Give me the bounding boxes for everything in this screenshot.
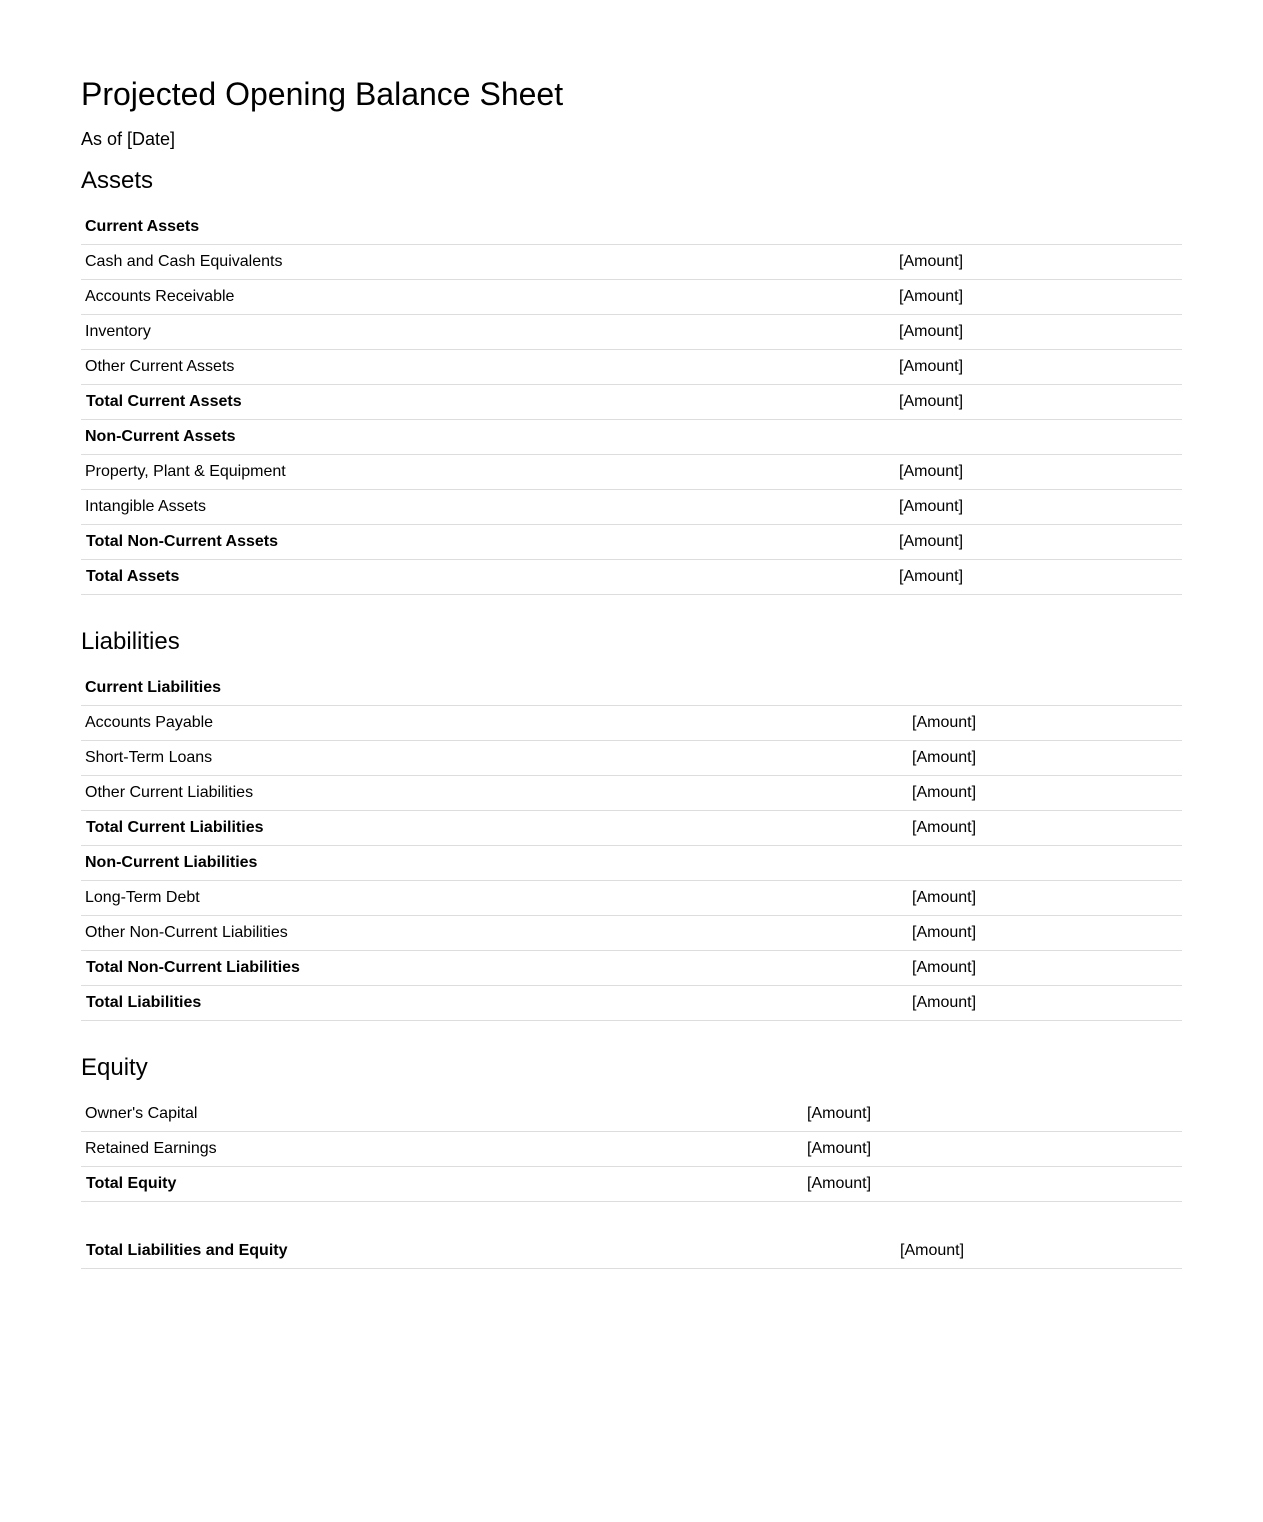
line-item-label: Short-Term Loans — [81, 741, 912, 776]
line-item-label: Cash and Cash Equivalents — [81, 245, 899, 280]
total-label: Total Non-Current Liabilities — [81, 951, 912, 986]
table-row — [81, 315, 1182, 350]
line-item-amount: [Amount] — [912, 741, 1182, 776]
total-label: Total Liabilities — [81, 986, 912, 1021]
line-item-label: Other Current Liabilities — [81, 776, 912, 811]
total-liabilities-row — [81, 986, 1182, 1021]
line-item-amount: [Amount] — [899, 455, 1182, 490]
table-row — [81, 280, 1182, 315]
total-amount: [Amount] — [912, 986, 1182, 1021]
line-item-label: Accounts Receivable — [81, 280, 899, 315]
line-item-label: Retained Earnings — [81, 1132, 807, 1167]
table-row — [81, 1132, 1182, 1167]
line-item-amount: [Amount] — [899, 280, 1182, 315]
line-item-label: Intangible Assets — [81, 490, 899, 525]
assets-heading: Assets — [81, 167, 154, 194]
line-item-label: Property, Plant & Equipment — [81, 455, 899, 490]
table-row — [81, 881, 1182, 916]
table-row — [81, 350, 1182, 385]
line-item-amount: [Amount] — [899, 245, 1182, 280]
liabilities-table — [81, 671, 1182, 1021]
total-amount: [Amount] — [899, 385, 1182, 420]
line-item-label: Other Non-Current Liabilities — [81, 916, 912, 951]
liabilities-heading: Liabilities — [81, 628, 180, 655]
total-amount: [Amount] — [912, 951, 1182, 986]
total-assets-row — [81, 560, 1182, 595]
line-item-label: Owner's Capital — [81, 1097, 807, 1132]
total-current-liabilities-row — [81, 811, 1182, 846]
line-item-amount: [Amount] — [912, 916, 1182, 951]
line-item-amount: [Amount] — [912, 881, 1182, 916]
total-liabilities-and-equity-row — [81, 1234, 1182, 1269]
current-assets-header-row — [81, 210, 1182, 245]
total-noncurrent-liabilities-row — [81, 951, 1182, 986]
current-liabilities-header-row — [81, 671, 1182, 706]
noncurrent-assets-header: Non-Current Assets — [81, 420, 1182, 455]
total-current-assets-row — [81, 385, 1182, 420]
line-item-label: Long-Term Debt — [81, 881, 912, 916]
table-row — [81, 1097, 1182, 1132]
total-label: Total Current Assets — [81, 385, 899, 420]
table-row — [81, 776, 1182, 811]
line-item-amount: [Amount] — [807, 1097, 1182, 1132]
total-amount: [Amount] — [912, 811, 1182, 846]
total-amount: [Amount] — [900, 1234, 1182, 1269]
page-title: Projected Opening Balance Sheet — [81, 76, 564, 112]
line-item-label: Inventory — [81, 315, 899, 350]
line-item-amount: [Amount] — [807, 1132, 1182, 1167]
equity-table — [81, 1097, 1182, 1202]
total-amount: [Amount] — [899, 560, 1182, 595]
noncurrent-assets-header-row — [81, 420, 1182, 455]
table-row — [81, 741, 1182, 776]
noncurrent-liabilities-header: Non-Current Liabilities — [81, 846, 1182, 881]
table-row — [81, 455, 1182, 490]
total-label: Total Non-Current Assets — [81, 525, 899, 560]
as-of-date: As of [Date] — [81, 129, 176, 149]
total-label: Total Assets — [81, 560, 899, 595]
total-label: Total Equity — [81, 1167, 807, 1202]
table-row — [81, 245, 1182, 280]
current-assets-header: Current Assets — [81, 210, 1182, 245]
total-equity-row — [81, 1167, 1182, 1202]
total-label: Total Liabilities and Equity — [81, 1234, 900, 1269]
noncurrent-liabilities-header-row — [81, 846, 1182, 881]
equity-heading: Equity — [81, 1054, 148, 1081]
line-item-label: Other Current Assets — [81, 350, 899, 385]
total-label: Total Current Liabilities — [81, 811, 912, 846]
assets-table — [81, 210, 1182, 595]
line-item-amount: [Amount] — [899, 350, 1182, 385]
total-amount: [Amount] — [899, 525, 1182, 560]
total-noncurrent-assets-row — [81, 525, 1182, 560]
line-item-amount: [Amount] — [912, 706, 1182, 741]
line-item-label: Accounts Payable — [81, 706, 912, 741]
grand-total-table — [81, 1234, 1182, 1269]
table-row — [81, 706, 1182, 741]
line-item-amount: [Amount] — [899, 315, 1182, 350]
table-row — [81, 916, 1182, 951]
line-item-amount: [Amount] — [899, 490, 1182, 525]
table-row — [81, 490, 1182, 525]
current-liabilities-header: Current Liabilities — [81, 671, 1182, 706]
total-amount: [Amount] — [807, 1167, 1182, 1202]
line-item-amount: [Amount] — [912, 776, 1182, 811]
